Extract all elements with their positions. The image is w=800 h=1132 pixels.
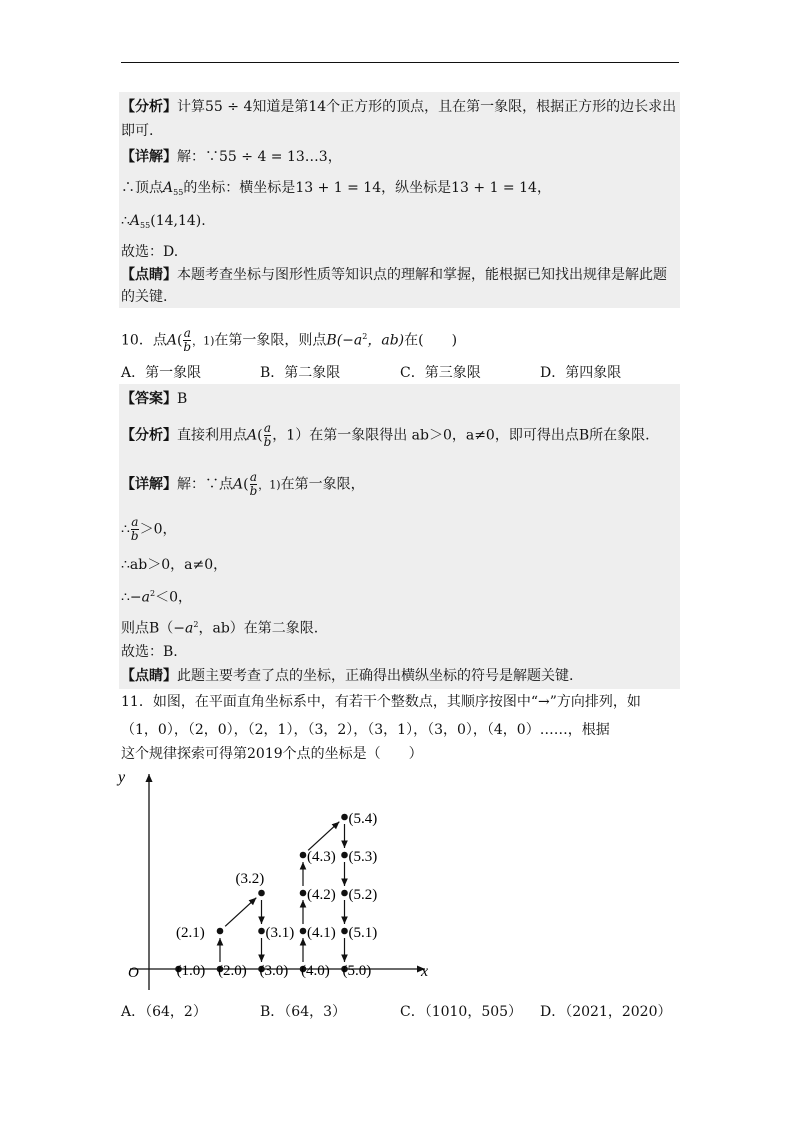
point-3-1 <box>258 928 265 935</box>
point-5-1 <box>341 928 348 935</box>
arrow-1 <box>225 898 256 927</box>
point-label-4-0: (4.0) <box>301 963 330 979</box>
q10-option-a[interactable]: A．第一象限 <box>121 365 202 381</box>
arrow-7 <box>308 822 339 851</box>
point-label-4-2: (4.2) <box>307 887 336 903</box>
q10-detail: 【详解】解：∵点$A(\frac{a}{b}$ ，1)在第一象限， <box>121 470 365 498</box>
q10-option-d[interactable]: D．第四象限 <box>540 365 622 381</box>
comment-tag: 【点睛】 <box>121 668 177 684</box>
q10-stem: 10．点$A(\frac{a}{b}$ ，1)在第一象限，则点$B(-a^2$，ab)在( ) <box>121 326 458 355</box>
q11-option-d[interactable]: D．（2021，2020） <box>540 1004 672 1020</box>
q10-answer: 【答案】B <box>121 391 188 407</box>
q11-option-b[interactable]: B．（64，3） <box>260 1004 347 1020</box>
fraction-a-over-b: $\frac{a}{b}$ <box>130 515 139 543</box>
q9-step1: ∴顶点$A_{55}$的坐标：横坐标是13 + 1 = 14，纵坐标是13 + 1 = 14， <box>121 180 551 197</box>
q9-analysis-line2: 即可. <box>121 123 154 139</box>
fraction-a-over-b: $\frac{a}{b}$ <box>183 326 192 355</box>
point-label-4-3: (4.3) <box>307 849 336 865</box>
q9-comment-line2: 的关键. <box>121 289 168 305</box>
fraction-a-over-b: $\frac{a}{b}$ <box>249 470 258 498</box>
point-4-3 <box>300 852 307 859</box>
q9-step2: $\therefore A_{55}(14,14)$. <box>121 213 206 230</box>
q10-option-b[interactable]: B．第二象限 <box>260 365 341 381</box>
point-label-5-3: (5.3) <box>348 849 378 865</box>
point-label-4-1: (4.1) <box>307 925 336 941</box>
y-axis-label: y <box>118 769 126 786</box>
q10-step2: ∴ab＞0，a≠0， <box>121 557 228 573</box>
analysis-tag: 【分析】 <box>121 427 177 444</box>
point-label-5-0: (5.0) <box>342 963 372 979</box>
q10-choice: 故选：B. <box>121 644 178 660</box>
q10-step3: $\therefore-a^2<0$， <box>121 589 193 606</box>
point-5-3 <box>341 852 348 859</box>
q9-comment-line1: 【点睛】本题考查坐标与图形性质等知识点的理解和掌握，能根据已知找出规律是解此题 <box>121 267 667 283</box>
analysis-tag: 【分析】 <box>121 99 177 115</box>
point-label-5-2: (5.2) <box>348 887 378 903</box>
q11-option-a[interactable]: A．（64，2） <box>121 1004 207 1020</box>
q10-comment: 【点睛】此题主要考查了点的坐标，正确得出横纵坐标的符号是解题关键. <box>121 668 574 684</box>
point-label-1-0: (1.0) <box>176 963 206 979</box>
detail-tag: 【详解】 <box>121 476 177 493</box>
comment-tag: 【点睛】 <box>121 267 177 283</box>
answer-tag: 【答案】 <box>121 391 177 407</box>
fraction-a-over-b: $\frac{a}{b}$ <box>263 421 272 449</box>
q11-option-c[interactable]: C．（1010，505） <box>400 1004 523 1020</box>
point-2-1 <box>217 928 224 935</box>
q11-stem-line3: 这个规律探索可得第2019个点的坐标是（ ） <box>121 746 423 762</box>
point-label-3-0: (3.0) <box>259 963 289 979</box>
point-label-2-1: (2.1) <box>176 925 205 941</box>
origin-label: O <box>128 965 139 981</box>
q10-step1: $\therefore\frac{a}{b}$ ＞0， <box>121 515 177 543</box>
detail-tag: 【详解】 <box>121 149 177 165</box>
point-4-1 <box>300 928 307 935</box>
point-5-4 <box>341 814 348 821</box>
x-axis-label: x <box>421 963 429 980</box>
q9-choice: 故选：D. <box>121 244 179 260</box>
q11-stem-line2: （1，0），（2，0），（2，1），（3，2），（3，1），（3，0），（4，0）……，根据 <box>121 722 610 738</box>
point-3-2 <box>258 890 265 897</box>
q10-analysis: 【分析】直接利用点$A(\frac{a}{b}$ ，1）在第一象限得出 ab＞0，a≠0，即可得出点B所在象限. <box>121 421 650 449</box>
point-label-3-2: (3.2) <box>235 871 265 887</box>
q9-analysis-line1: 【分析】计算55 ÷ 4知道是第14个正方形的顶点，且在第一象限，根据正方形的边长求出 <box>121 99 677 115</box>
q10-option-c[interactable]: C．第三象限 <box>400 365 481 381</box>
point-label-3-1: (3.1) <box>265 925 295 941</box>
q11-stem-line1: 11．如图，在平面直角坐标系中，有若干个整数点，其顺序按图中“→”方向排列，如 <box>121 694 641 710</box>
q10-step4: 则点$B(-a^2$，ab）在第二象限. <box>121 620 319 637</box>
point-4-2 <box>300 890 307 897</box>
point-5-2 <box>341 890 348 897</box>
point-label-5-4: (5.4) <box>348 811 378 827</box>
point-label-5-1: (5.1) <box>348 925 378 941</box>
q9-detail-line: 【详解】解：∵55 ÷ 4 = 13…3， <box>121 149 342 165</box>
point-label-2-0: (2.0) <box>218 963 247 979</box>
